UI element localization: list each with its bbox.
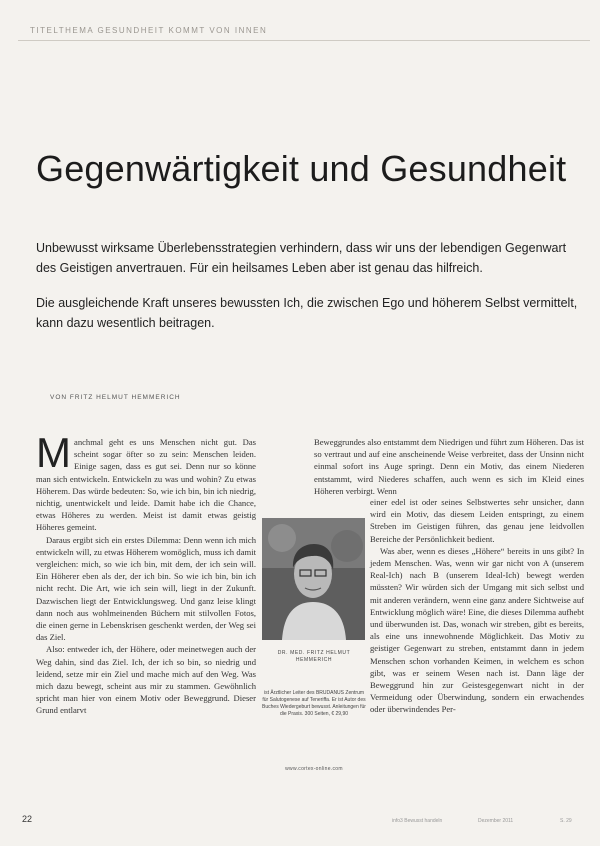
body-column-1 <box>36 429 256 717</box>
body-column-2 <box>370 496 584 716</box>
footer-page-ref: S. 29 <box>560 818 572 824</box>
body-paragraph: Was aber, wenn es dieses „Höhere“ bereits in uns gibt? In jedem Menschen. Was, wenn wir gar nicht von A (unserem Real-Ich) nach B (unserem Ideal-Ich) bewegt werden müssten? Wir würden sich der Umgang mit sich selbst und mit anderen verändern, wenn eine ganz andere Sichtweise auf Entwicklung möglich wäre! Eine, die dieses Dilemma aufhebt und überwunden ist. Das, wonach wir streben, gibt es bereits, als eine uns innewohnende Möglichkeit. Das Motiv zu geistiger Gegenwart zu streben, entstammt dann in jedem Menschen schon vorhanden Keimen, in welchem es schon gibt, was er seinem Wesen nach ist. Dann läge der Beweggrund hin zur Geistesgegenwart nicht in der Vermeidung oder Überwindung, sondern ein erwachendes oder überwindendes Per- <box>370 545 584 715</box>
drop-cap: M <box>36 429 71 476</box>
body-paragraph: Beweggrundes also entstammt dem Niedrigen und führt zum Höheren. Das ist so vertraut und auf eine anscheinende Weise verbreitet, dass der Unsinn nicht einmal sofort ins Auge springt. Denn ein Motiv, das einem Niederen entstammt, wird Niederes schaffen, auch wenn es sich im Kleid eines Höheren verbirgt. Wenn <box>314 437 584 496</box>
body-paragraph: Daraus ergibt sich ein erstes Dilemma: Denn wenn ich mich entwickeln will, zu etwas Höherem womöglich, muss ich damit vergleichen: mich, so wie ich bin, mit dem, der ich sein will. Ein Höherer eben als der, der ich bin. So wie ich bin, bin ich nicht recht. Die Art, wie ich sein will, liegt in der Zukunft. Dazwischen liegt der Entwicklungsweg. Und ganz leise klingt dann noch aus wohlmeinenden Büchern mit stilvollen Fotos, die einen gerne in Lebenskrisen geschenkt werden, der Weg sei das Ziel. <box>36 534 256 643</box>
author-photo <box>262 518 365 640</box>
author-note: ist Ärztlicher Leiter des BRUDANUS Zentrum für Salutogenese auf Teneriffa. Er ist Autor des Buches Wiedergeburt bewusst. Anleitungen für die Praxis. 300 Seiten, € 29,90 <box>262 690 366 717</box>
article-title: Gegenwärtigkeit und Gesundheit <box>36 148 567 189</box>
byline: VON FRITZ HELMUT HEMMERICH <box>50 394 181 401</box>
body-paragraph: einer edel ist oder seines Selbstwertes sehr unsicher, dann wird ein Motiv, das diesem Leiden entspringt, zu einem Streben im Geistigen führen, das genau jene leidvollen Bereiche der Persönlichkeit bedient. <box>370 497 584 544</box>
footer-magazine: info3 Bewusst handeln <box>392 818 443 824</box>
photo-caption: DR. MED. FRITZ HELMUT HEMMERICH <box>277 650 351 663</box>
portrait-image <box>262 518 365 640</box>
body-column-2-top <box>314 436 584 497</box>
body-paragraph: Also: entweder ich, der Höhere, oder meinetwegen auch der Weg dahin, sind das Ziel. Ich, der ich so bin, so niedrig und leidend, setze mir ein Ziel und mache mich auf den Weg. Was mich dazu bewegt, scheint aus mir zu stammen. Gewöhnlich spricht man hier von einem Motiv oder Beweggrund. Dieser Grund entlarvt <box>36 644 256 716</box>
lead-paragraph-1: Unbewusst wirksame Überlebensstrategien verhindern, dass wir uns der lebendigen Gegenwart des Geistigen anvertrauen. Für ein heilsames Leben aber ist genau das hilfreich. <box>36 241 567 275</box>
lead-paragraph-2: Die ausgleichende Kraft unseres bewussten Ich, die zwischen Ego und höherem Selbst vermittelt, kann dazu wesentlich beitragen. <box>36 296 578 330</box>
footer-issue: Dezember 2011 <box>478 818 514 824</box>
body-paragraph: Manchmal geht es uns Menschen nicht gut. Das scheint sogar öfter so zu sein: Menschen leiden. Einige sagen, dass es gut sei. Denn nur so könne man sich entwickeln. Entwickeln zu was und wohin? Zu etwas Höherem. Das würde bedeuten: So, wie ich bin, bin ich niedrig, nichtig, unentwickelt und leide. Damit habe ich die Chance, etwas Höheres zu werden. Meist ist damit etwas geistig Höheres gemeint. <box>36 429 256 533</box>
header-rule <box>18 40 590 41</box>
book-url: www.cortex-online.com <box>285 766 343 772</box>
page-number: 22 <box>22 814 33 824</box>
running-head: TITELTHEMA GESUNDHEIT KOMMT VON INNEN <box>30 26 268 35</box>
